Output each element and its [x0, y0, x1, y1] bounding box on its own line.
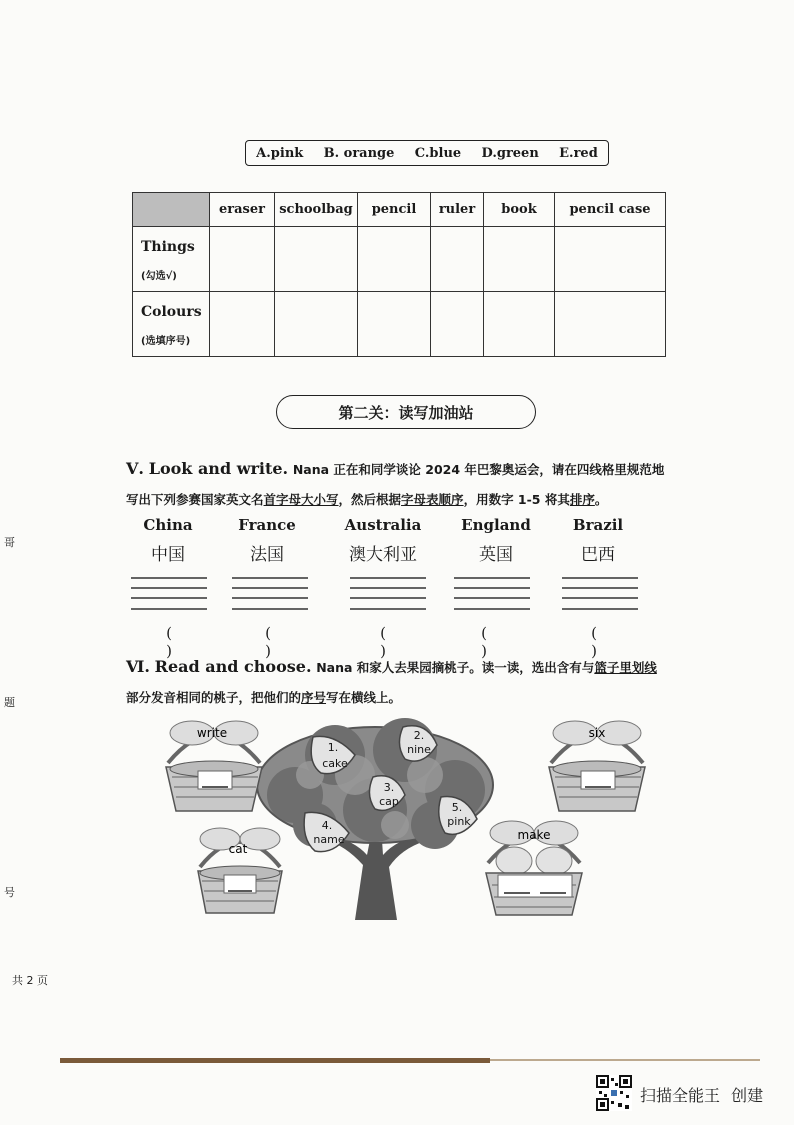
country-en: England: [461, 516, 531, 534]
basket-word: write: [196, 726, 228, 740]
things-colours-table: [132, 192, 666, 357]
answer-cell[interactable]: [431, 292, 484, 357]
peach-1-num: 1.: [327, 741, 339, 754]
answer-cell[interactable]: [358, 292, 431, 357]
answer-cell[interactable]: [431, 227, 484, 292]
four-line-grid[interactable]: [562, 576, 638, 612]
answer-cell[interactable]: [484, 227, 555, 292]
bottom-band-thin: [490, 1059, 760, 1061]
column-header: ruler: [431, 193, 484, 227]
column-header: book: [484, 193, 555, 227]
page-count: 共 2 页: [12, 974, 48, 987]
country-zh: 澳大利亚: [349, 545, 417, 565]
part5-text2d: 字母表顺序: [401, 492, 464, 507]
peach-tree-illustration: [255, 715, 495, 920]
option-d: D.green: [481, 145, 539, 161]
basket-word: six: [588, 726, 606, 740]
peach-4-num: 4.: [321, 819, 333, 832]
peach-2-num: 2.: [413, 729, 425, 742]
country-en: Brazil: [572, 516, 624, 534]
bottom-band: [60, 1058, 490, 1063]
peach-5-word: pink: [447, 815, 471, 828]
answer-cell[interactable]: [484, 292, 555, 357]
order-blank[interactable]: ( ): [380, 624, 406, 660]
country-england: [441, 516, 551, 565]
part5-text2b: 首字母大小写: [263, 492, 339, 507]
scanner-watermark: [640, 1083, 763, 1106]
part6-text1b: 篮子里划线: [594, 660, 657, 675]
country-australia: [328, 516, 438, 565]
answer-cell[interactable]: [358, 227, 431, 292]
answer-cell[interactable]: [555, 292, 666, 357]
column-header: pencil case: [555, 193, 666, 227]
scanner-action: 创建: [731, 1086, 764, 1105]
part6-roman: Ⅵ.: [126, 657, 150, 676]
basket-cat: [194, 823, 286, 919]
colour-options-box: [245, 140, 609, 166]
answer-cell[interactable]: [210, 227, 275, 292]
country-zh: 英国: [479, 545, 513, 565]
section-title: 第二关：读写加油站: [276, 395, 536, 429]
peach-1-word: cake: [322, 757, 348, 770]
order-blank[interactable]: ( ): [166, 624, 192, 660]
order-blank[interactable]: ( ): [481, 624, 507, 660]
option-b: B. orange: [323, 145, 395, 161]
part5-text2f: 排序: [569, 492, 595, 507]
side-mark: 题: [4, 696, 15, 709]
part6-text2c: 写在横线上。: [326, 690, 402, 705]
column-header: schoolbag: [275, 193, 358, 227]
row-header-things: [133, 227, 210, 292]
country-en: China: [143, 516, 193, 534]
peach-3-num: 3.: [383, 781, 395, 794]
option-a: A.pink: [256, 145, 304, 161]
option-c: C.blue: [414, 145, 462, 161]
part6-text2b: 序号: [301, 690, 327, 705]
basket-word: make: [517, 828, 551, 842]
part5-text2c: ，然后根据: [338, 492, 402, 507]
qr-code-icon: [596, 1075, 632, 1111]
four-line-grid[interactable]: [454, 576, 530, 612]
answer-cell[interactable]: [210, 292, 275, 357]
basket-write: [162, 715, 266, 817]
answer-cell[interactable]: [275, 227, 358, 292]
basket-six: [545, 715, 649, 817]
option-e: E.red: [559, 145, 598, 161]
column-header: pencil: [358, 193, 431, 227]
table-corner-cell: [133, 193, 210, 227]
row-header-colours: [133, 292, 210, 357]
side-mark: 哥: [4, 536, 15, 549]
answer-cell[interactable]: [275, 292, 358, 357]
peach-3-word: cap: [379, 795, 399, 808]
order-blank[interactable]: ( ): [265, 624, 291, 660]
peach-5-num: 5.: [451, 801, 463, 814]
part5-text2e: ，用数字 1-5 将其: [463, 492, 570, 507]
peach-4-word: name: [313, 833, 345, 846]
part5-instructions: [126, 454, 706, 515]
four-line-grid[interactable]: [232, 576, 308, 612]
order-blank[interactable]: ( ): [591, 624, 617, 660]
part6-title: Read and choose.: [154, 657, 312, 676]
part5-text2g: 。: [594, 492, 608, 507]
part5-text2a: 写出下列参赛国家英文名: [126, 492, 264, 507]
answer-cell[interactable]: [555, 227, 666, 292]
scanner-label: 扫描全能王: [640, 1086, 721, 1105]
country-zh: 中国: [151, 545, 185, 565]
four-line-grid[interactable]: [350, 576, 426, 612]
basket-word: cat: [228, 842, 248, 856]
country-china: [113, 516, 223, 565]
country-en: France: [238, 516, 296, 534]
part6-text1a: Nana 和家人去果园摘桃子。读一读，选出含有与: [316, 660, 595, 675]
part5-roman: Ⅴ.: [126, 459, 144, 478]
country-brazil: [543, 516, 653, 565]
row-label: Things: [141, 239, 195, 255]
column-header: eraser: [210, 193, 275, 227]
country-en: Australia: [344, 516, 422, 534]
part5-text1: Nana 正在和同学谈论 2024 年巴黎奥运会，请在四线格里规范地: [292, 462, 665, 477]
row-hint: (勾选√): [141, 271, 177, 282]
part6-text2a: 部分发音相同的桃子，把他们的: [126, 690, 302, 705]
row-hint: (选填序号): [141, 336, 191, 347]
country-zh: 巴西: [581, 545, 615, 565]
part5-title: Look and write.: [148, 459, 289, 478]
country-zh: 法国: [250, 545, 284, 565]
row-label: Colours: [141, 304, 202, 320]
four-line-grid[interactable]: [131, 576, 207, 612]
country-france: [212, 516, 322, 565]
part6-instructions: [126, 652, 706, 713]
basket-make: [484, 815, 584, 919]
peach-2-word: nine: [407, 743, 431, 756]
side-mark: 号: [4, 886, 15, 899]
